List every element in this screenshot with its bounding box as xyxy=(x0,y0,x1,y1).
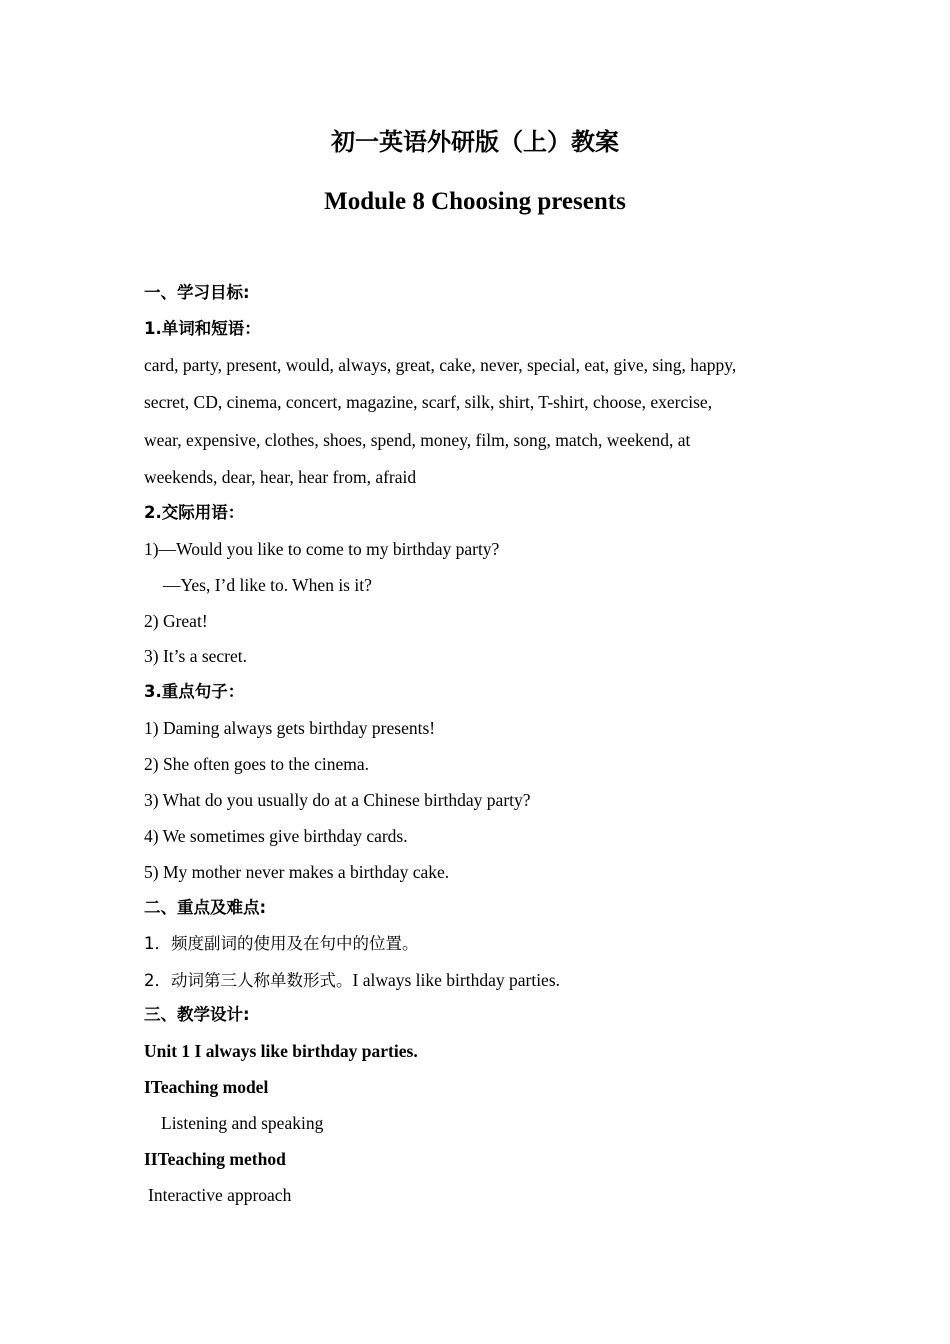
section3-heading: 三、教学设计: xyxy=(144,1005,250,1024)
vocab-heading: 1.单词和短语： xyxy=(144,319,261,338)
expression-line: 1)—Would you like to come to my birthday party? xyxy=(144,539,500,559)
unit-title: Unit 1 I always like birthday parties. xyxy=(144,1041,418,1061)
vocab-line: card, party, present, would, always, great, cake, never, special, eat, give, sing, happy, xyxy=(144,355,737,375)
key-sentence: 2) She often goes to the cinema. xyxy=(144,754,370,774)
module-title: Module 8 Choosing presents xyxy=(324,188,626,215)
expressions-heading: 2.交际用语： xyxy=(144,503,245,522)
teaching-method-heading: IITeaching method xyxy=(144,1149,286,1169)
key-sentence: 5) My mother never makes a birthday cake. xyxy=(144,862,450,882)
section2-heading: 二、重点及难点: xyxy=(144,898,267,917)
teaching-method-text: Interactive approach xyxy=(148,1185,292,1205)
key-sentence: 3) What do you usually do at a Chinese birthday party? xyxy=(144,790,531,810)
difficulty-item-2-cn: 2．动词第三人称单数形式。 xyxy=(144,971,353,990)
key-sentence: 4) We sometimes give birthday cards. xyxy=(144,826,408,846)
difficulty-item-2-en: I always like birthday parties. xyxy=(352,970,561,990)
vocab-line: wear, expensive, clothes, shoes, spend, money, film, song, match, weekend, at xyxy=(144,430,691,450)
expression-line: 2) Great! xyxy=(144,611,208,631)
difficulty-item-1: 1．频度副词的使用及在句中的位置。 xyxy=(144,934,419,953)
section1-heading: 一、学习目标: xyxy=(144,283,250,302)
teaching-model-heading: ITeaching model xyxy=(144,1077,269,1097)
document-title: 初一英语外研版（上）教案 xyxy=(331,128,619,156)
vocab-line: secret, CD, cinema, concert, magazine, scarf, silk, shirt, T-shirt, choose, exercise, xyxy=(144,392,713,412)
vocab-line: weekends, dear, hear, hear from, afraid xyxy=(144,467,417,487)
expression-line: —Yes, I’d like to. When is it? xyxy=(163,575,372,595)
key-sentence: 1) Daming always gets birthday presents! xyxy=(144,718,436,738)
teaching-model-text: Listening and speaking xyxy=(161,1113,324,1133)
difficulty-item-2 xyxy=(144,969,560,992)
expression-line: 3) It’s a secret. xyxy=(144,646,248,666)
key-sentences-heading: 3.重点句子： xyxy=(144,682,245,701)
